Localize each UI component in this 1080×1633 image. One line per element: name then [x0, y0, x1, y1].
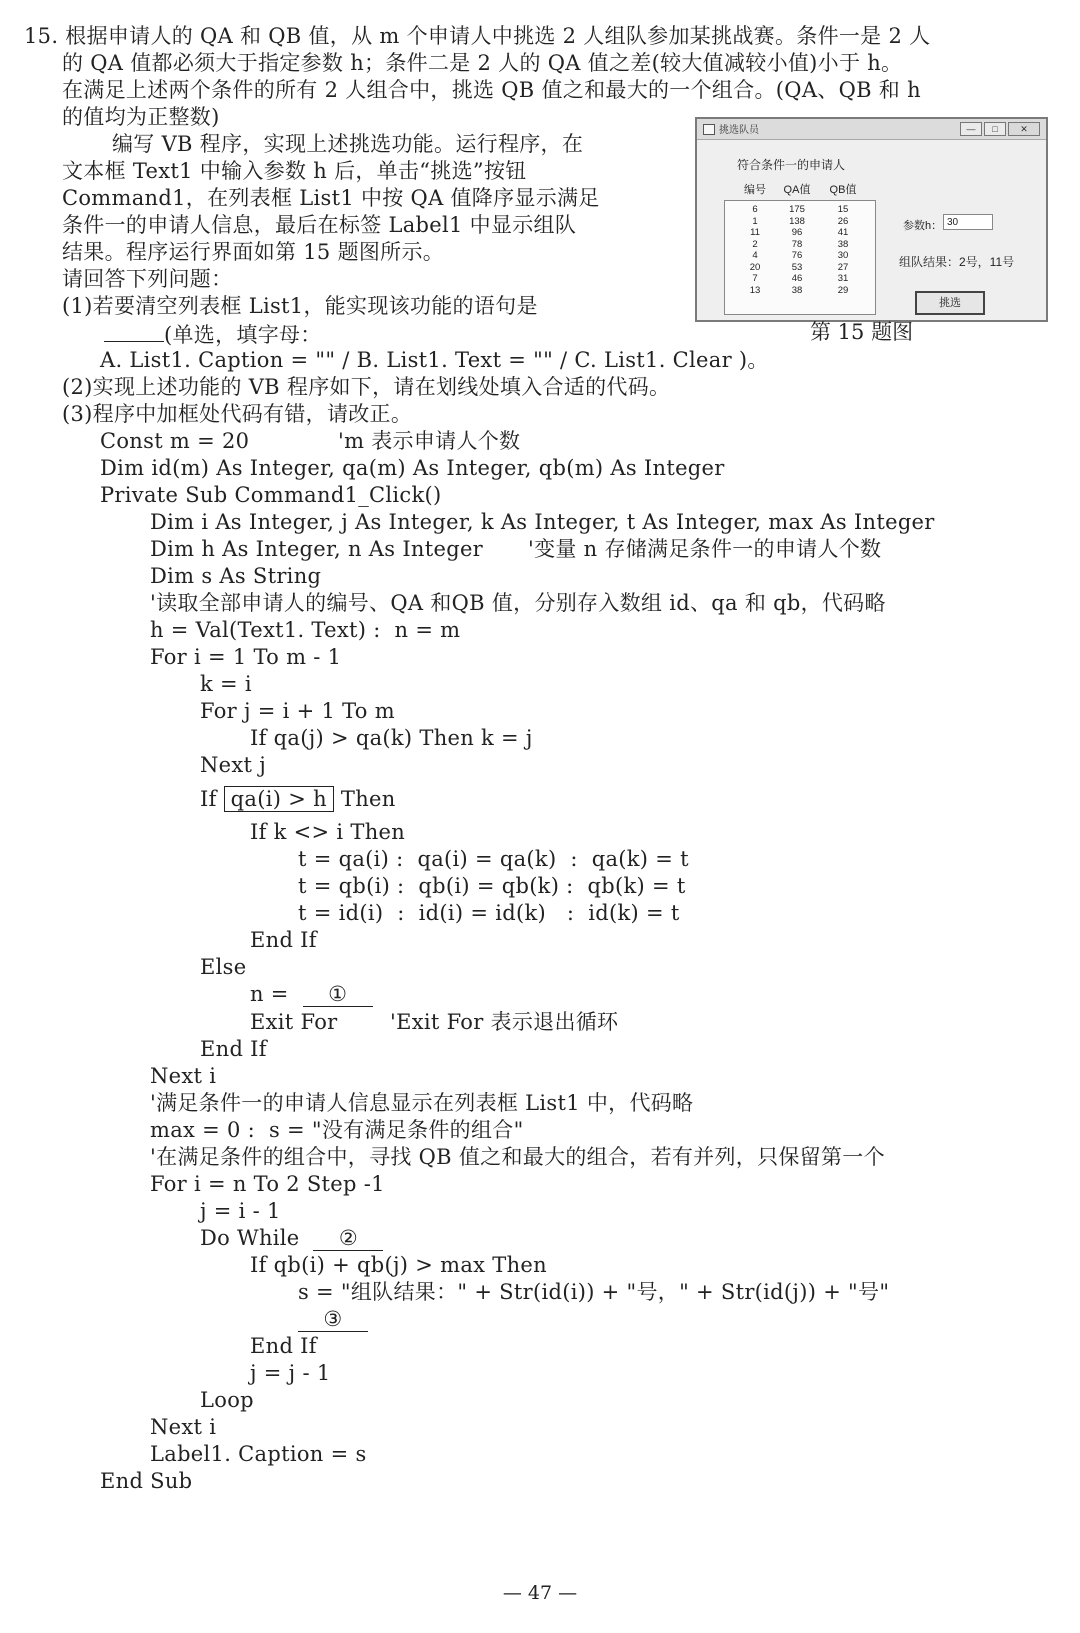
code-do-while: Do While	[200, 1226, 300, 1250]
code-line-2: Dim id(m) As Integer, qa(m) As Integer, qb(m) As Integer	[100, 456, 725, 480]
list-cell: 175	[789, 204, 805, 215]
list-cell: 46	[791, 273, 803, 284]
question-1-hint: (单选，填字母：	[164, 323, 322, 347]
window-title: 挑选队员	[719, 125, 759, 136]
list-cell: 11	[750, 227, 760, 238]
boxed-error-code: qa(i) > h	[224, 786, 334, 812]
list-header	[735, 181, 885, 197]
code-line-26: max = 0 : s = "没有满足条件的组合"	[150, 1118, 524, 1142]
applicant-listbox[interactable]	[724, 200, 876, 315]
code-line-24: Next i	[150, 1064, 217, 1088]
code-line-17: t = qb(i) : qb(i) = qb(k) : qb(k) = t	[298, 874, 686, 898]
list-cell: 20	[749, 261, 761, 273]
team-result-label: 组队结果：2号，11号	[899, 255, 1015, 269]
list-cell: 1	[752, 215, 758, 227]
code-line-blank-3	[298, 1305, 368, 1333]
list-cell: 138	[789, 215, 805, 227]
code-line-34: j = j - 1	[250, 1361, 331, 1385]
code-line-14	[200, 785, 396, 813]
code-line-30	[200, 1224, 383, 1252]
param-label: 参数h：	[903, 220, 943, 232]
program-window-figure	[695, 117, 1048, 322]
list-item[interactable]	[735, 216, 867, 228]
code-line-1	[100, 427, 249, 455]
code-line-9: For i = 1 To m - 1	[150, 645, 342, 669]
code-then-keyword: Then	[340, 787, 396, 811]
list-cell: 31	[837, 273, 849, 284]
code-line-22: Exit For	[250, 1010, 338, 1034]
blank-2: ②	[313, 1226, 383, 1251]
window-app-icon	[703, 124, 715, 135]
code-line-12: If qa(j) > qa(k) Then k = j	[250, 726, 533, 750]
list-cell: 4	[752, 250, 758, 261]
select-button[interactable]: 挑选	[915, 291, 985, 315]
problem-line-8: 条件一的申请人信息，最后在标签 Label1 中显示组队	[62, 213, 577, 237]
list-item[interactable]	[735, 285, 867, 297]
code-line-31: If qb(i) + qb(j) > max Then	[250, 1253, 547, 1277]
param-h-input[interactable]: 30	[943, 214, 993, 230]
list-header-qa: QA值	[783, 184, 811, 196]
window-titlebar	[697, 119, 1046, 140]
figure-caption: 第 15 题图	[810, 320, 914, 344]
code-line-5: Dim h As Integer, n As Integer	[150, 537, 484, 561]
code-if-keyword: If	[200, 787, 217, 811]
problem-line-1: 15. 根据申请人的 QA 和 QB 值，从 m 个申请人中挑选 2 人组队参加某挑战赛。条件一是 2 人	[24, 24, 931, 48]
code-comment-5: '变量 n 存储满足条件一的申请人个数	[528, 537, 882, 561]
code-comment-7: '读取全部申请人的编号、QA 和QB 值，分别存入数组 id、qa 和 qb，代码略	[150, 591, 886, 615]
list-item[interactable]	[735, 227, 867, 239]
code-line-35: Loop	[200, 1388, 254, 1412]
code-comment-1: 'm 表示申请人个数	[338, 429, 521, 453]
code-line-20: Else	[200, 955, 247, 979]
minimize-icon[interactable]: —	[960, 122, 982, 136]
code-line-28: For i = n To 2 Step -1	[150, 1172, 385, 1196]
problem-line-9: 结果。程序运行界面如第 15 题图所示。	[62, 240, 445, 264]
list-cell: 41	[837, 227, 849, 238]
list-cell: 29	[837, 284, 849, 296]
problem-line-3: 在满足上述两个条件的所有 2 人组合中，挑选 QB 值之和最大的一个组合。(QA、QB 和 h	[62, 78, 921, 102]
problem-line-4: 的值均为正整数)	[62, 105, 220, 129]
code-line-29: j = i - 1	[200, 1199, 281, 1223]
close-icon[interactable]: ✕	[1008, 122, 1040, 136]
list-item[interactable]	[735, 239, 867, 251]
list-cell: 53	[791, 261, 803, 273]
problem-line-7: Command1，在列表框 List1 中按 QA 值降序显示满足	[62, 186, 600, 210]
code-n-assign: n =	[250, 982, 289, 1006]
code-line-16: t = qa(i) : qa(i) = qa(k) : qa(k) = t	[298, 847, 689, 871]
list-cell: 27	[837, 261, 849, 273]
list-cell: 76	[791, 250, 803, 261]
questions-heading: 请回答下列问题：	[62, 267, 233, 291]
problem-line-2: 的 QA 值都必须大于指定参数 h；条件二是 2 人的 QA 值之差(较大值减较小值)小于 h。	[62, 51, 903, 75]
code-comment-22: 'Exit For 表示退出循环	[390, 1010, 619, 1034]
list-cell: 78	[791, 238, 803, 250]
code-line-11: For j = i + 1 To m	[200, 699, 395, 723]
page-number: — 47 —	[502, 1582, 578, 1604]
code-line-10: k = i	[200, 672, 252, 696]
code-line-13: Next j	[200, 753, 267, 777]
maximize-icon[interactable]: □	[984, 122, 1006, 136]
blank-1: ①	[303, 982, 373, 1007]
code-line-3: Private Sub Command1_Click()	[100, 483, 442, 507]
question-1-line-b	[104, 319, 322, 349]
list-caption: 符合条件一的申请人	[737, 158, 846, 172]
list-cell: 38	[791, 284, 803, 296]
question-1-line-a: (1)若要清空列表框 List1，能实现该功能的语句是	[62, 294, 538, 318]
list-cell: 38	[837, 238, 849, 250]
list-cell: 15	[837, 204, 849, 215]
code-line-21	[250, 980, 373, 1008]
code-line-15: If k <> i Then	[250, 820, 406, 844]
code-comment-27: '在满足条件的组合中，寻找 QB 值之和最大的组合，若有并列，只保留第一个	[150, 1145, 885, 1169]
list-item[interactable]	[735, 273, 867, 285]
blank-3: ③	[298, 1307, 368, 1332]
list-rows	[735, 204, 867, 296]
code-line-36: Next i	[150, 1415, 217, 1439]
code-line-19: End If	[250, 928, 317, 952]
code-line-8: h = Val(Text1. Text) : n = m	[150, 618, 461, 642]
code-line-38: End Sub	[100, 1469, 193, 1493]
problem-line-5: 编写 VB 程序，实现上述挑选功能。运行程序，在	[112, 132, 584, 156]
list-cell: 96	[791, 227, 803, 238]
code-const-m: Const m = 20	[100, 429, 250, 453]
question-2: (2)实现上述功能的 VB 程序如下，请在划线处填入合适的代码。	[62, 375, 671, 399]
code-line-37: Label1. Caption = s	[150, 1442, 367, 1466]
list-item[interactable]	[735, 204, 867, 216]
list-header-qb: QB值	[829, 184, 857, 196]
code-line-6: Dim s As String	[150, 564, 322, 588]
list-cell: 13	[749, 284, 761, 296]
list-cell: 30	[837, 250, 849, 261]
list-item[interactable]	[735, 250, 867, 262]
list-cell: 2	[752, 238, 758, 250]
list-cell: 6	[752, 204, 758, 215]
window-body	[697, 140, 1046, 320]
code-comment-25: '满足条件一的申请人信息显示在列表框 List1 中，代码略	[150, 1091, 694, 1115]
list-item[interactable]	[735, 262, 867, 274]
code-line-33: End If	[250, 1334, 317, 1358]
window-controls	[960, 122, 1040, 136]
code-line-32: s = "组队结果：" + Str(id(i)) + "号，" + Str(id(j)) + "号"	[298, 1280, 890, 1304]
code-line-18: t = id(i) : id(i) = id(k) : id(k) = t	[298, 901, 680, 925]
question-1-options: A. List1. Caption = "" / B. List1. Text = "" / C. List1. Clear )。	[100, 348, 769, 372]
list-cell: 26	[837, 215, 849, 227]
code-line-4: Dim i As Integer, j As Integer, k As Integer, t As Integer, max As Integer	[150, 510, 935, 534]
answer-blank-q1	[104, 319, 164, 342]
list-cell: 7	[752, 273, 758, 284]
list-header-id: 编号	[744, 184, 766, 196]
code-line-23: End If	[200, 1037, 267, 1061]
question-3: (3)程序中加框处代码有错，请改正。	[62, 402, 413, 426]
problem-line-6: 文本框 Text1 中输入参数 h 后，单击“挑选”按钮	[62, 159, 527, 183]
